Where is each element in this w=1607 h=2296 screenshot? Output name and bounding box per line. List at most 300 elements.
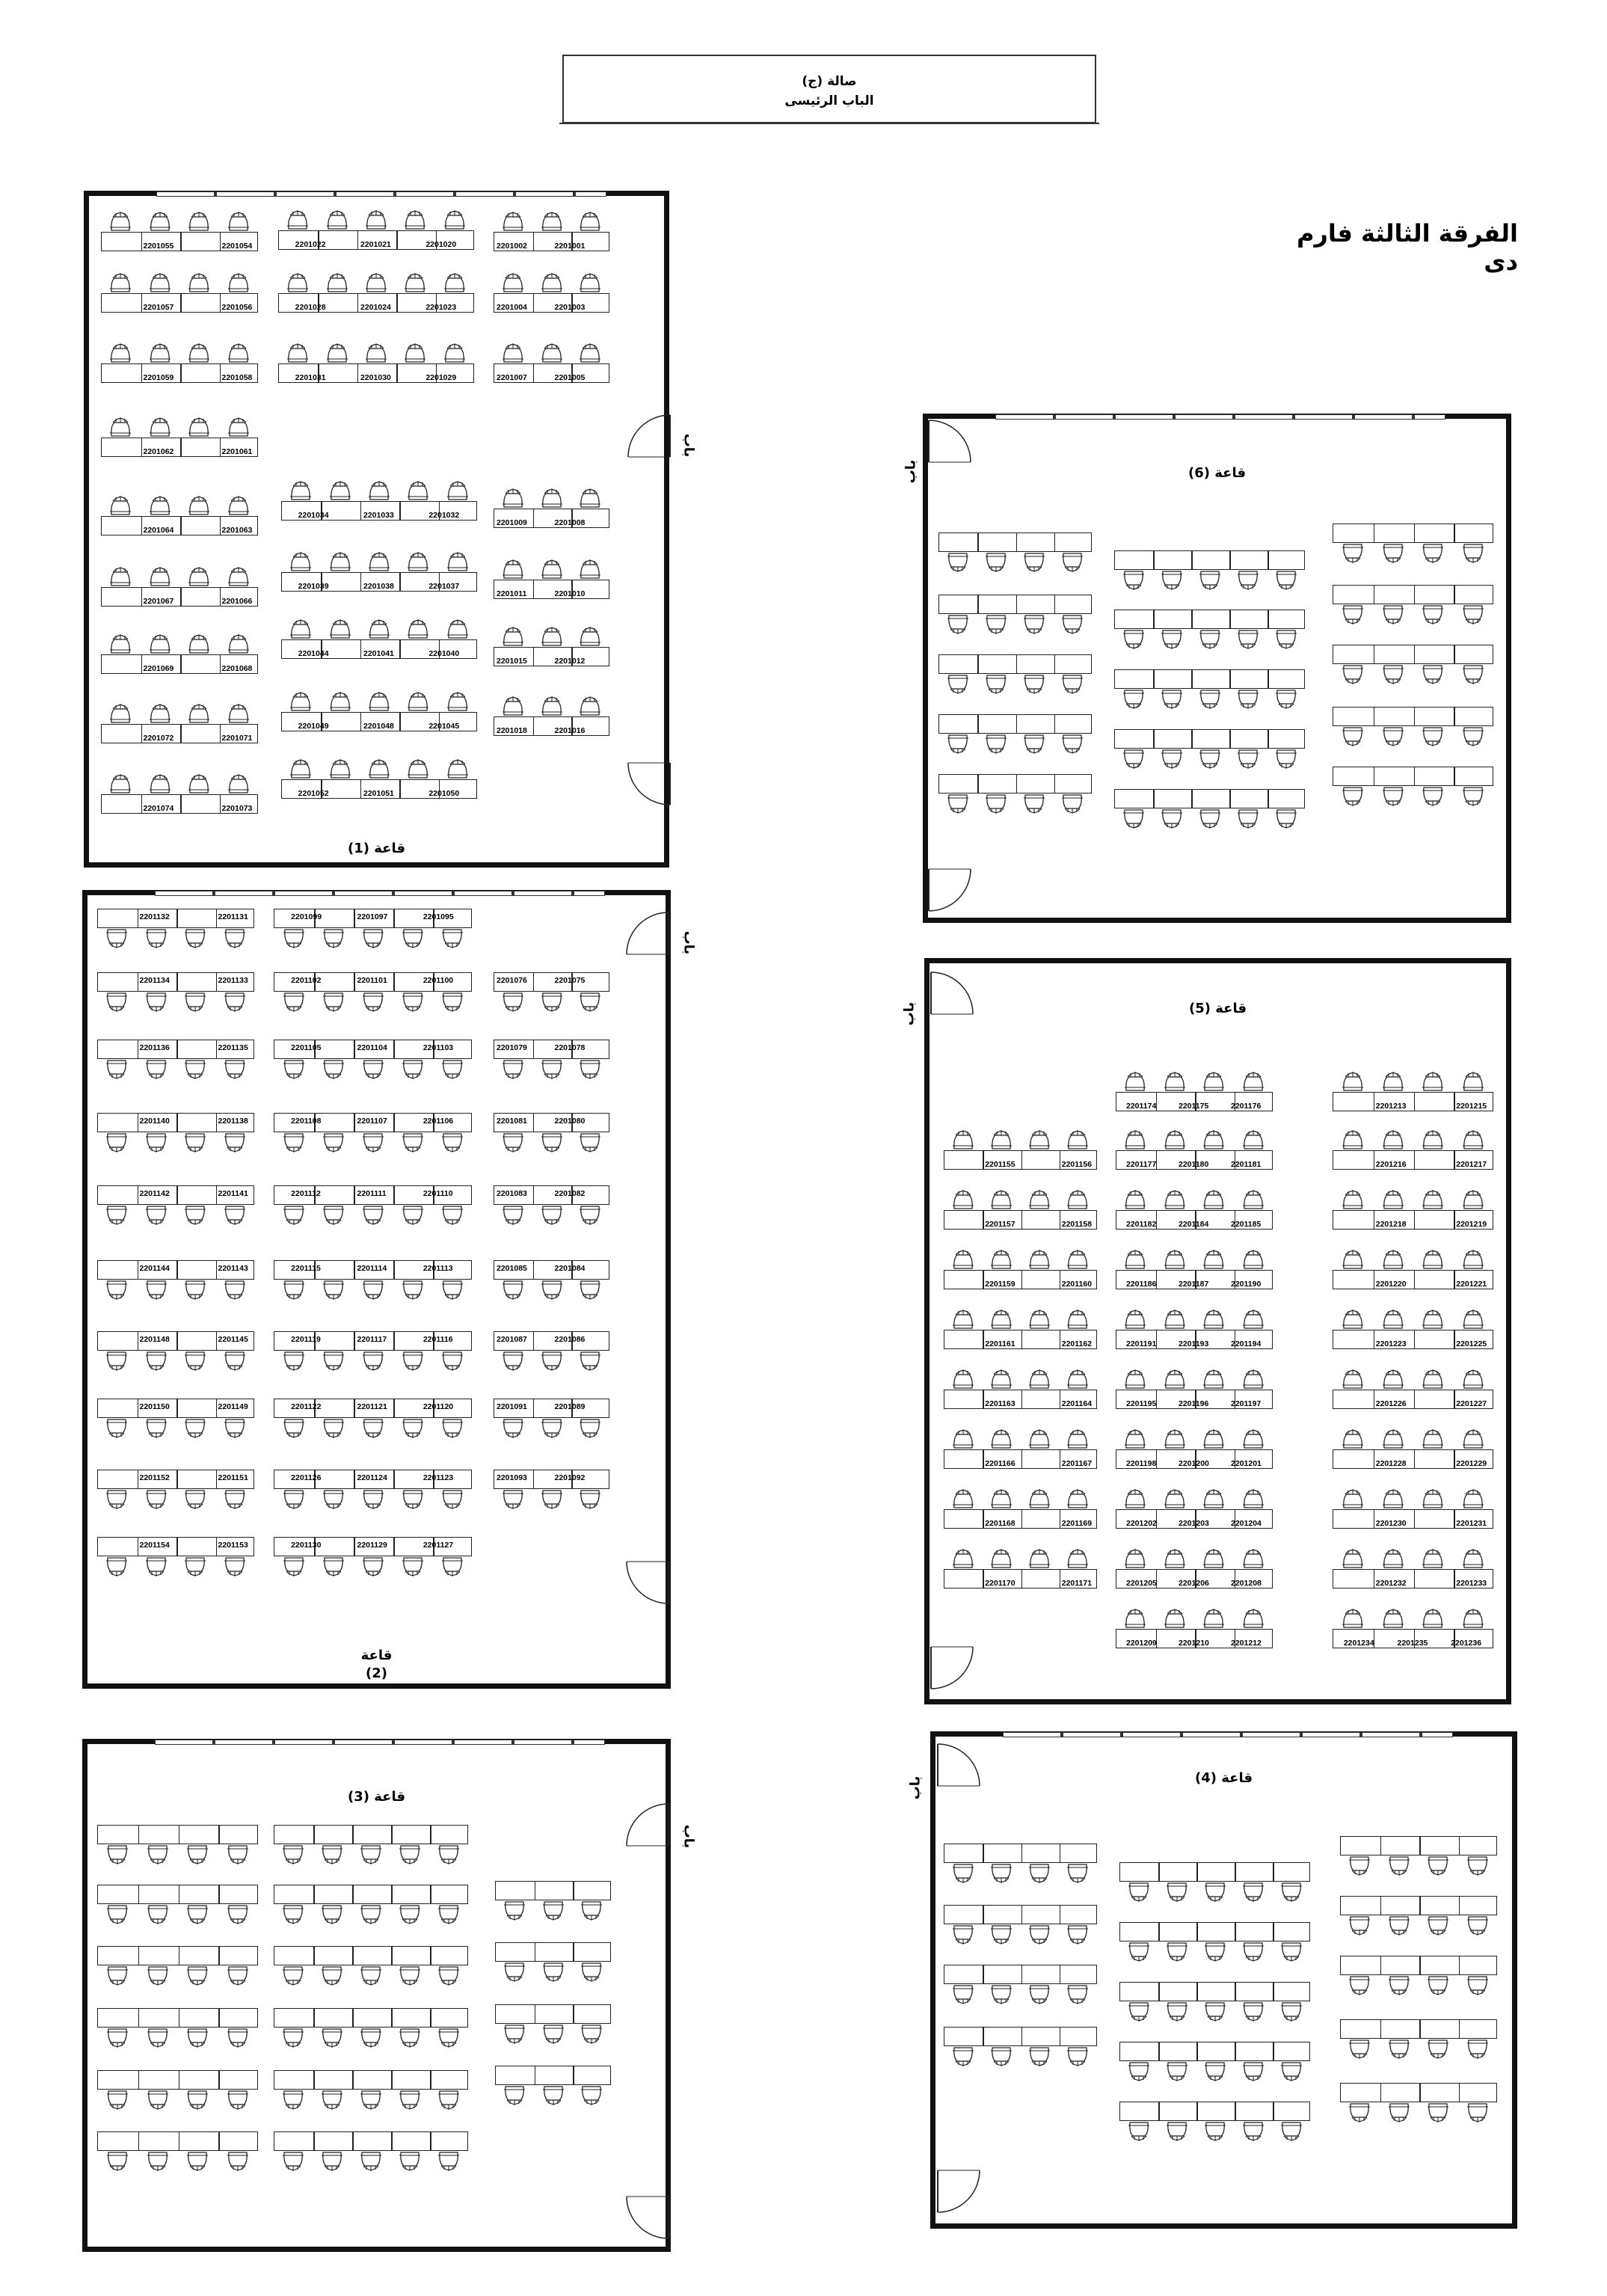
chair-icon xyxy=(1341,543,1365,565)
desk-divider xyxy=(1054,655,1056,673)
desk-divider xyxy=(354,973,355,991)
chair-icon xyxy=(1066,1307,1090,1330)
seat-number: 2201201 xyxy=(1231,1459,1262,1468)
seat-number: 2201048 xyxy=(363,722,394,731)
desk-block xyxy=(1333,767,1493,811)
seat-number: 2201133 xyxy=(218,976,248,985)
desk-divider xyxy=(220,364,221,382)
desk xyxy=(944,1844,1097,1863)
desk xyxy=(1340,2019,1497,2039)
desk xyxy=(97,909,254,928)
seat-number: 2201168 xyxy=(985,1519,1015,1528)
chair-icon xyxy=(105,1132,129,1155)
chair-icon xyxy=(1421,1247,1445,1270)
seat-number: 2201226 xyxy=(1375,1399,1407,1408)
seat-number: 2201038 xyxy=(363,582,394,591)
desk-divider xyxy=(138,2071,140,2089)
desk-divider xyxy=(1153,610,1155,628)
desk-divider xyxy=(393,909,395,927)
chair-icon xyxy=(361,1489,385,1511)
chair-icon xyxy=(1202,1487,1226,1509)
desk-divider xyxy=(176,1538,178,1556)
chair-icon xyxy=(223,1489,247,1511)
desk-divider xyxy=(533,648,535,666)
chair-icon xyxy=(1381,1307,1405,1330)
chair-icon xyxy=(286,208,310,230)
seat-number: 2201110 xyxy=(423,1189,453,1198)
desk-block xyxy=(1333,645,1493,690)
desk-block xyxy=(274,1040,472,1084)
chair-icon xyxy=(359,1904,383,1927)
chair-icon xyxy=(1241,1547,1265,1569)
desk-divider xyxy=(983,1965,984,1983)
door-icon xyxy=(927,868,972,912)
desk-block xyxy=(1333,1069,1493,1114)
desk-divider xyxy=(1414,1510,1416,1528)
chair-icon xyxy=(1421,1069,1445,1092)
chair-icon xyxy=(1461,726,1485,749)
desk-block xyxy=(101,702,258,746)
chair-icon xyxy=(187,209,211,232)
chair-icon xyxy=(1341,1188,1365,1210)
chair-icon xyxy=(1348,1915,1371,1938)
seat-number: 2201176 xyxy=(1231,1102,1262,1111)
desk-divider xyxy=(1021,1151,1023,1169)
desk-divider xyxy=(216,1040,218,1058)
desk xyxy=(97,1399,254,1418)
desk-divider xyxy=(220,438,221,456)
chair-icon xyxy=(1381,1367,1405,1390)
chair-icon xyxy=(1127,2121,1151,2143)
chair-icon xyxy=(281,2028,305,2050)
chair-icon xyxy=(503,2024,526,2046)
desk-block xyxy=(97,2070,258,2115)
chair-icon xyxy=(187,702,211,724)
chair-icon xyxy=(1421,786,1445,808)
desk xyxy=(944,2027,1097,2046)
seat-number: 2201069 xyxy=(143,664,174,673)
desk-block xyxy=(101,632,258,677)
chair-icon xyxy=(187,271,211,293)
chair-icon xyxy=(226,1904,250,1927)
desk-block xyxy=(944,1307,1097,1352)
seat-number: 2201160 xyxy=(1061,1280,1093,1289)
desk xyxy=(1119,1922,1310,1942)
chair-icon xyxy=(437,1904,461,1927)
desk-divider xyxy=(1374,1211,1375,1229)
desk-divider xyxy=(1454,1510,1455,1528)
chair-icon xyxy=(440,1418,464,1440)
desk-block xyxy=(944,2027,1097,2072)
chair-icon xyxy=(1236,570,1260,592)
desk-divider xyxy=(220,233,221,251)
chair-icon xyxy=(540,341,564,363)
chair-icon xyxy=(446,550,470,572)
desk-divider xyxy=(1454,1211,1455,1229)
desk-divider xyxy=(1454,1390,1455,1408)
seat-number: 2201009 xyxy=(497,518,527,527)
desk-divider xyxy=(391,2071,393,2089)
door-label: باب xyxy=(903,459,919,484)
chair-icon xyxy=(951,1247,975,1270)
chair-icon xyxy=(401,992,425,1014)
chair-icon xyxy=(185,1844,209,1867)
desk-divider xyxy=(533,1399,535,1417)
seat-number: 2201051 xyxy=(363,789,394,798)
chair-icon xyxy=(1387,1915,1411,1938)
chair-icon xyxy=(1236,629,1260,651)
desk xyxy=(274,2070,468,2090)
chair-icon xyxy=(578,624,602,647)
chair-icon xyxy=(580,1962,603,1984)
desk-divider xyxy=(1229,790,1231,808)
desk xyxy=(1114,550,1305,570)
seat-number: 2201144 xyxy=(139,1264,170,1273)
desk-divider xyxy=(1459,2084,1460,2102)
desk xyxy=(1116,1449,1273,1469)
chair-icon xyxy=(443,341,467,363)
desk-divider xyxy=(1268,730,1269,748)
chair-icon xyxy=(328,690,352,712)
desk xyxy=(101,232,258,251)
chair-icon xyxy=(183,1418,207,1440)
chair-icon xyxy=(401,1418,425,1440)
desk xyxy=(1119,2102,1310,2121)
chair-icon xyxy=(1163,1069,1187,1092)
desk-divider xyxy=(1191,790,1193,808)
chair-icon xyxy=(1060,794,1084,816)
seat-number: 2201129 xyxy=(357,1541,387,1550)
chair-icon xyxy=(1241,1367,1265,1390)
desk-block xyxy=(281,479,477,524)
chair-icon xyxy=(1160,749,1184,771)
desk-divider xyxy=(1374,1271,1375,1289)
desk-block xyxy=(1114,669,1305,714)
desk xyxy=(1333,1449,1493,1469)
desk xyxy=(274,1185,472,1205)
seat-number: 2201003 xyxy=(554,303,586,312)
desk-divider xyxy=(533,1332,535,1350)
seat-number: 2201140 xyxy=(139,1117,170,1126)
desk-block xyxy=(274,1260,472,1305)
chair-icon xyxy=(1341,1427,1365,1449)
desk xyxy=(281,639,477,659)
chair-icon xyxy=(578,209,602,232)
chair-icon xyxy=(183,1489,207,1511)
chair-icon xyxy=(1241,1427,1265,1449)
desk-divider xyxy=(1454,645,1455,663)
chair-icon xyxy=(108,209,132,232)
chair-icon xyxy=(187,565,211,587)
chair-icon xyxy=(401,1132,425,1155)
desk-divider xyxy=(533,717,535,735)
chair-icon xyxy=(1279,2121,1303,2143)
desk-divider xyxy=(354,1040,355,1058)
desk-divider xyxy=(1054,715,1056,733)
chair-icon xyxy=(501,1132,525,1155)
desk-divider xyxy=(1419,2020,1421,2038)
desk-divider xyxy=(1153,790,1155,808)
chair-icon xyxy=(398,1965,422,1988)
chair-icon xyxy=(1066,1924,1090,1947)
desk-divider xyxy=(1414,767,1416,785)
desk-divider xyxy=(1414,1450,1416,1468)
chair-icon xyxy=(1461,1427,1485,1449)
desk-block xyxy=(101,772,258,817)
chair-icon xyxy=(359,2028,383,2050)
desk-divider xyxy=(1268,670,1269,688)
chair-icon xyxy=(320,2028,344,2050)
seat-number: 2201225 xyxy=(1456,1339,1487,1348)
chair-icon xyxy=(1163,1247,1187,1270)
seat-number: 2201151 xyxy=(218,1473,248,1482)
chair-icon xyxy=(1341,1307,1365,1330)
chair-icon xyxy=(1060,674,1084,696)
chair-icon xyxy=(1060,614,1084,636)
desk-divider xyxy=(983,1271,984,1289)
seat-number: 2201195 xyxy=(1126,1399,1157,1408)
desk-divider xyxy=(138,1885,140,1903)
door-icon xyxy=(627,761,672,806)
chair-icon xyxy=(398,2151,422,2173)
seat-number: 2201150 xyxy=(139,1402,170,1411)
desk xyxy=(938,654,1092,674)
desk-block xyxy=(494,1040,609,1084)
chair-icon xyxy=(1241,2121,1265,2143)
chair-icon xyxy=(322,1205,345,1227)
seat-number: 2201087 xyxy=(497,1335,527,1344)
desk-divider xyxy=(983,1211,984,1229)
chair-icon xyxy=(361,1059,385,1081)
desk-divider xyxy=(354,1114,355,1132)
desk-divider xyxy=(1235,2042,1236,2060)
seat-number: 2201141 xyxy=(218,1189,248,1198)
chair-icon xyxy=(578,271,602,293)
desk-divider xyxy=(1454,707,1455,725)
desk-divider xyxy=(430,1885,431,1903)
seat-number: 2201187 xyxy=(1179,1280,1209,1289)
desk-divider xyxy=(1021,2028,1023,2045)
desk-divider xyxy=(1060,1844,1061,1862)
chair-icon xyxy=(1163,1427,1187,1449)
chair-icon xyxy=(406,757,430,779)
desk-divider xyxy=(1060,1570,1061,1588)
desk-divider xyxy=(1060,1330,1061,1348)
chair-icon xyxy=(951,1307,975,1330)
chair-icon xyxy=(989,1427,1013,1449)
desk xyxy=(278,363,474,383)
desk-block xyxy=(274,909,472,954)
chair-icon xyxy=(540,1205,564,1227)
chair-icon xyxy=(446,617,470,639)
desk-block xyxy=(1119,2042,1310,2087)
seat-number: 2201063 xyxy=(221,526,253,535)
chair-icon xyxy=(989,1984,1013,2007)
seat-number: 2201103 xyxy=(423,1043,454,1052)
desk-block xyxy=(944,1188,1097,1233)
desk-block xyxy=(97,1885,258,1930)
desk xyxy=(494,1113,609,1132)
chair-icon xyxy=(364,271,388,293)
seat-number: 2201171 xyxy=(1061,1579,1093,1588)
chair-icon xyxy=(1163,1606,1187,1629)
desk-divider xyxy=(393,1399,395,1417)
chair-icon xyxy=(1461,1247,1485,1270)
chair-icon xyxy=(226,2028,250,2050)
desk-block xyxy=(1116,1427,1273,1472)
chair-icon xyxy=(1123,1247,1147,1270)
chair-icon xyxy=(144,1205,168,1227)
chair-icon xyxy=(1066,1128,1090,1150)
desk-divider xyxy=(1060,1510,1061,1528)
chair-icon xyxy=(406,690,430,712)
chair-icon xyxy=(1241,1942,1265,1964)
desk-divider xyxy=(983,1510,984,1528)
chair-icon xyxy=(1027,1427,1051,1449)
desk-divider xyxy=(360,713,362,731)
seat-number: 2201105 xyxy=(291,1043,322,1052)
seat-number: 2201158 xyxy=(1061,1220,1093,1229)
seat-number: 2201175 xyxy=(1179,1102,1209,1111)
chair-icon xyxy=(578,1351,602,1373)
desk-divider xyxy=(216,1470,218,1488)
chair-icon xyxy=(946,794,970,816)
desk xyxy=(274,1113,472,1132)
desk-divider xyxy=(141,233,143,251)
chair-icon xyxy=(1027,1984,1051,2007)
chair-icon xyxy=(282,1059,306,1081)
desk-divider xyxy=(1374,1330,1375,1348)
desk xyxy=(944,1449,1097,1469)
seat-number: 2201114 xyxy=(357,1264,387,1273)
seat-number: 2201202 xyxy=(1126,1519,1157,1528)
seat-number: 2201102 xyxy=(291,976,322,985)
chair-icon xyxy=(1123,1188,1147,1210)
desk xyxy=(101,587,258,607)
chair-icon xyxy=(286,341,310,363)
desk-divider xyxy=(313,1885,315,1903)
seat-number: 2201200 xyxy=(1179,1459,1209,1468)
chair-icon xyxy=(1165,1942,1189,1964)
chair-icon xyxy=(361,1205,385,1227)
chair-icon xyxy=(540,1059,564,1081)
desk xyxy=(97,972,254,992)
desk-block xyxy=(944,1965,1097,2010)
desk-divider xyxy=(535,2066,536,2084)
desk-divider xyxy=(1374,1510,1375,1528)
chair-icon xyxy=(984,794,1008,816)
desk xyxy=(944,1905,1097,1924)
desk-divider xyxy=(216,973,218,991)
seat-number: 2201119 xyxy=(291,1335,321,1344)
chair-icon xyxy=(223,1280,247,1302)
chair-icon xyxy=(367,550,391,572)
seat-number: 2201076 xyxy=(497,976,527,985)
desk-divider xyxy=(533,973,535,991)
chair-icon xyxy=(144,1556,168,1579)
chair-icon xyxy=(1163,1487,1187,1509)
seat-number: 2201167 xyxy=(1061,1459,1093,1468)
window-strip xyxy=(155,1740,605,1745)
desk xyxy=(274,1331,472,1351)
chair-icon xyxy=(578,557,602,580)
chair-icon xyxy=(281,2090,305,2112)
desk-divider xyxy=(399,573,401,591)
desk-divider xyxy=(1374,1450,1375,1468)
chair-icon xyxy=(1066,1984,1090,2007)
chair-icon xyxy=(1202,1307,1226,1330)
desk-divider xyxy=(533,580,535,598)
seat-number: 2201149 xyxy=(218,1402,248,1411)
chair-icon xyxy=(1123,1128,1147,1150)
chair-icon xyxy=(1279,2001,1303,2024)
chair-icon xyxy=(359,2151,383,2173)
chair-icon xyxy=(320,2090,344,2112)
desk-divider xyxy=(1158,1863,1160,1881)
desk-divider xyxy=(1016,533,1018,551)
chair-icon xyxy=(580,1900,603,1923)
chair-icon xyxy=(322,1132,345,1155)
chair-icon xyxy=(440,1489,464,1511)
desk xyxy=(1114,729,1305,749)
seat-number: 2201220 xyxy=(1375,1280,1407,1289)
chair-icon xyxy=(361,1556,385,1579)
desk xyxy=(274,2008,468,2028)
seat-number: 2201033 xyxy=(363,511,394,520)
seat-number: 2201002 xyxy=(497,242,527,251)
chair-icon xyxy=(1202,1547,1226,1569)
seat-number: 2201157 xyxy=(985,1220,1015,1229)
desk-divider xyxy=(1235,1983,1236,2001)
desk-block xyxy=(1116,1606,1273,1651)
chair-icon xyxy=(187,415,211,438)
chair-icon xyxy=(227,702,251,724)
chair-icon xyxy=(223,1418,247,1440)
seat-number: 2201092 xyxy=(554,1473,586,1482)
desk-divider xyxy=(533,509,535,527)
desk xyxy=(97,1113,254,1132)
desk-block xyxy=(494,694,609,739)
door-icon xyxy=(625,1802,670,1847)
seat-number: 2201028 xyxy=(295,303,326,312)
window-strip xyxy=(155,891,605,896)
chair-icon xyxy=(183,992,207,1014)
seat-number: 2201196 xyxy=(1179,1399,1209,1408)
desk xyxy=(494,647,609,666)
desk-divider xyxy=(393,1114,395,1132)
chair-icon xyxy=(148,209,172,232)
door-icon xyxy=(625,911,670,956)
desk-divider xyxy=(535,1882,536,1900)
chair-icon xyxy=(1127,1882,1151,1904)
desk-block xyxy=(1333,1367,1493,1412)
seat-number: 2201055 xyxy=(143,242,174,251)
seat-number: 2201056 xyxy=(221,303,253,312)
chair-icon xyxy=(1381,604,1405,627)
desk-divider xyxy=(1054,533,1056,551)
seat-number: 2201204 xyxy=(1231,1519,1262,1528)
desk-divider xyxy=(141,795,143,813)
chair-icon xyxy=(105,928,129,951)
desk-divider xyxy=(393,1261,395,1279)
desk xyxy=(97,1331,254,1351)
chair-icon xyxy=(1241,1247,1265,1270)
chair-icon xyxy=(108,415,132,438)
chair-icon xyxy=(406,479,430,501)
desk-divider xyxy=(1454,1271,1455,1289)
desk-divider xyxy=(1021,1271,1023,1289)
chair-icon xyxy=(367,617,391,639)
